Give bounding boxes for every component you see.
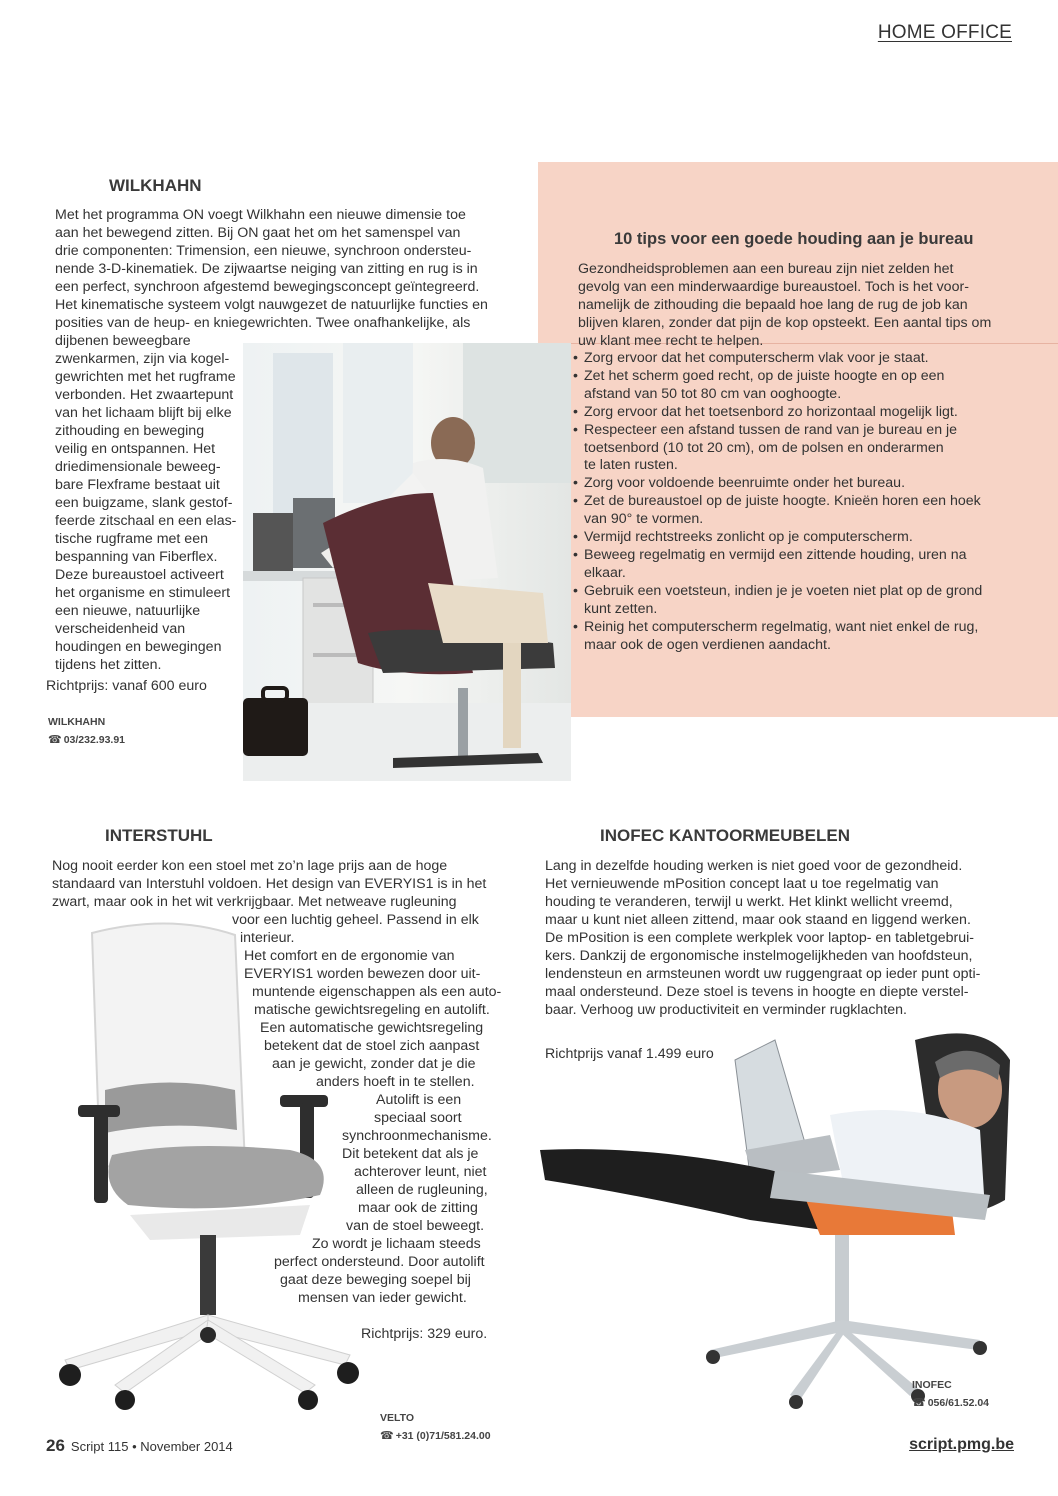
text-line: matische gewichtsregeling en autolift. bbox=[254, 1002, 490, 1018]
text-line: perfect ondersteund. Door autolift bbox=[274, 1254, 485, 1270]
text-line: een nieuwe, natuurlijke bbox=[55, 603, 201, 619]
tips-title: 10 tips voor een goede houding aan je bureau bbox=[614, 230, 974, 248]
tip-line: • Zet het scherm goed recht, op de juiste hoogte en op een bbox=[584, 367, 945, 384]
tip-item bbox=[572, 368, 1032, 404]
text-line: een perfect, synchroon afgestemd bewegingsconcept geïntegreerd. bbox=[55, 279, 480, 295]
issue-info: Script 115 • November 2014 bbox=[70, 1439, 233, 1454]
text-line: Zo wordt je lichaam steeds bbox=[312, 1236, 481, 1252]
text-line: van de stoel beweegt. bbox=[346, 1218, 485, 1234]
phone-icon: ☎ bbox=[380, 1429, 394, 1442]
tip-item bbox=[572, 422, 1032, 476]
text-line: namelijk de zithouding die bepaald hoe lang de rug de job kan bbox=[578, 297, 968, 313]
tip-line: • Vermijd rechtstreeks zonlicht op je computerscherm. bbox=[584, 529, 913, 546]
contact-phone: 03/232.93.91 bbox=[63, 734, 126, 746]
text-line: maar u kunt niet alleen zittend, maar ook staand en liggend werken. bbox=[545, 912, 971, 928]
wilkhahn-price: Richtprijs: vanaf 600 euro bbox=[46, 678, 207, 694]
text-line: zwenkarmen, zijn via kogel- bbox=[55, 351, 230, 367]
text-line: mensen van ieder gewicht. bbox=[298, 1290, 467, 1306]
wilkhahn-contact bbox=[48, 714, 125, 749]
text-line: dijbenen beweegbare bbox=[55, 333, 191, 349]
tip-line: van 90° te vormen. bbox=[584, 511, 704, 528]
interstuhl-body-1 bbox=[232, 911, 501, 1307]
contact-phone: 056/61.52.04 bbox=[927, 1397, 990, 1409]
text-line: gevolg van een minderwaardige bureaustoel. Toch is het voor- bbox=[578, 279, 969, 295]
text-line: baar. Verhoog uw productiviteit en verminder rugklachten. bbox=[545, 1002, 907, 1018]
text-line: voor een luchtig geheel. Passend in elk bbox=[232, 912, 479, 928]
text-line: zwart, maar ook in het wit verkrijgbaar. Met netweave rugleuning bbox=[52, 894, 457, 910]
interstuhl-heading: INTERSTUHL bbox=[105, 826, 213, 845]
tip-line: • Gebruik een voetsteun, indien je je voeten niet plat op de grond bbox=[584, 582, 983, 599]
section-label: HOME OFFICE bbox=[877, 22, 1012, 43]
text-line: Met het programma ON voegt Wilkhahn een nieuwe dimensie toe bbox=[55, 207, 466, 223]
text-line: speciaal soort bbox=[374, 1110, 462, 1126]
tips-list bbox=[572, 350, 1032, 654]
interstuhl-intro bbox=[52, 857, 532, 911]
inofec-heading: INOFEC KANTOORMEUBELEN bbox=[600, 826, 850, 845]
text-line: anders hoeft in te stellen. bbox=[316, 1074, 475, 1090]
tip-item bbox=[572, 475, 1032, 493]
text-line: feerde zitschaal en een elas- bbox=[55, 513, 237, 529]
text-line: standaard van Interstuhl voldoen. Het design van EVERYIS1 is in het bbox=[52, 876, 487, 892]
tip-item bbox=[572, 619, 1032, 655]
text-line: veilig en ontspannen. Het bbox=[55, 441, 216, 457]
text-line: lendensteun en armsteunen wordt uw ruggengraat op ieder punt opti- bbox=[545, 966, 981, 982]
text-line: betekent dat de stoel zich aanpast bbox=[264, 1038, 480, 1054]
text-line: aan het bewegend zitten. Bij ON gaat het om het samenspel van bbox=[55, 225, 461, 241]
inofec-body bbox=[545, 857, 1025, 1019]
tip-line: maar ook de ogen verdienen aandacht. bbox=[584, 636, 831, 653]
text-line: Autolift is een bbox=[376, 1092, 462, 1108]
tip-line: kunt zetten. bbox=[584, 600, 658, 617]
text-line: Dit betekent dat als je bbox=[342, 1146, 479, 1162]
text-line: Het kinematische systeem volgt nauwgezet de natuurlijke functies en bbox=[55, 297, 488, 313]
site-link[interactable]: script.pmg.be bbox=[909, 1436, 1014, 1453]
text-line: posities van de heup- en kniegewrichten. Twee onafhankelijke, als bbox=[55, 315, 471, 331]
interstuhl-price: Richtprijs: 329 euro. bbox=[361, 1326, 488, 1342]
text-line: aan je gewicht, zonder dat je die bbox=[272, 1056, 476, 1072]
contact-name: VELTO bbox=[380, 1412, 415, 1424]
text-line: Het comfort en de ergonomie van bbox=[244, 948, 455, 964]
tip-line: • Zorg ervoor dat het toetsenbord zo horizontaal mogelijk ligt. bbox=[584, 403, 958, 420]
contact-phone: +31 (0)71/581.24.00 bbox=[395, 1430, 491, 1442]
text-line: verbonden. Het zwaartepunt bbox=[55, 387, 234, 403]
text-line: gewrichten met het rugframe bbox=[55, 369, 236, 385]
text-line: houding te veranderen, terwijl u werkt. Het klinkt wellicht vreemd, bbox=[545, 894, 953, 910]
text-line: uw klant mee recht te helpen. bbox=[578, 333, 764, 349]
text-line: De mPosition is een complete werkplek voor laptop- en tabletgebrui- bbox=[545, 930, 974, 946]
tip-line: elkaar. bbox=[584, 564, 626, 581]
tip-item bbox=[572, 493, 1032, 529]
wilkhahn-body-wide bbox=[55, 206, 515, 332]
text-line: achterover leunt, niet bbox=[354, 1164, 487, 1180]
page-number: 26 bbox=[46, 1436, 65, 1455]
tips-intro bbox=[578, 260, 1028, 350]
text-line: bespanning van Fiberflex. bbox=[55, 549, 218, 565]
text-line: houdingen en bewegingen bbox=[55, 639, 222, 655]
text-line: gaat deze beweging soepel bij bbox=[280, 1272, 471, 1288]
tip-line: afstand van 50 tot 80 cm van ooghoogte. bbox=[584, 385, 842, 402]
tip-line: • Zet de bureaustoel op de juiste hoogte. Knieën horen een hoek bbox=[584, 493, 981, 510]
text-line: tijdens het zitten. bbox=[55, 657, 162, 673]
footer bbox=[46, 1436, 233, 1456]
text-line: Een automatische gewichtsregeling bbox=[260, 1020, 484, 1036]
inofec-contact bbox=[912, 1377, 989, 1412]
inofec-price: Richtprijs vanaf 1.499 euro bbox=[545, 1046, 714, 1062]
wilkhahn-office-photo bbox=[243, 343, 571, 781]
tip-item bbox=[572, 529, 1032, 547]
tip-item bbox=[572, 583, 1032, 619]
text-line: tische rugframe met een bbox=[55, 531, 208, 547]
velto-contact bbox=[380, 1410, 491, 1445]
inofec-mposition-photo bbox=[530, 1020, 1030, 1420]
tip-line: • Beweeg regelmatig en vermijd een zittende houding, uren na bbox=[584, 546, 967, 563]
tip-line: • Zorg voor voldoende beenruimte onder het bureau. bbox=[584, 475, 906, 492]
text-line: verscheidenheid van bbox=[55, 621, 186, 637]
contact-phone-row bbox=[48, 731, 125, 749]
phone-icon: ☎ bbox=[48, 733, 62, 746]
tip-line: • Zorg ervoor dat het computerscherm vlak voor je staat. bbox=[584, 350, 929, 366]
text-line: alleen de rugleuning, bbox=[356, 1182, 488, 1198]
tip-line: • Reinig het computerscherm regelmatig, want niet enkel de rug, bbox=[584, 618, 979, 635]
text-line: EVERYIS1 worden bewezen door uit- bbox=[244, 966, 481, 982]
wilkhahn-body-narrow bbox=[55, 332, 243, 674]
tip-line: te laten rusten. bbox=[584, 457, 678, 474]
text-line: synchroonmechanisme. bbox=[342, 1128, 492, 1144]
text-line: Lang in dezelfde houding werken is niet goed voor de gezondheid. bbox=[545, 858, 963, 874]
contact-phone-row bbox=[380, 1427, 491, 1445]
text-line: drie componenten: Trimension, een nieuwe, synchroon ondersteu- bbox=[55, 243, 472, 259]
text-line: Gezondheidsproblemen aan een bureau zijn niet zelden het bbox=[578, 261, 954, 277]
text-line: driedimensionale beweeg- bbox=[55, 459, 221, 475]
text-line: een buigzame, slank gestof- bbox=[55, 495, 233, 511]
tip-item bbox=[572, 350, 1032, 368]
text-line: interieur. bbox=[240, 930, 295, 946]
text-line: Deze bureaustoel activeert bbox=[55, 567, 224, 583]
text-line: Nog nooit eerder kon een stoel met zo’n lage prijs aan de hoge bbox=[52, 858, 448, 874]
contact-phone-row bbox=[912, 1394, 989, 1412]
tip-line: • Respecteer een afstand tussen de rand van je bureau en je bbox=[584, 421, 958, 438]
text-line: van het lichaam blijft bij elke bbox=[55, 405, 232, 421]
phone-icon: ☎ bbox=[912, 1396, 926, 1409]
tip-item bbox=[572, 404, 1032, 422]
text-line: blijven klaren, zonder dat pijn de kop opsteekt. Een aantal tips om bbox=[578, 315, 992, 331]
text-line: maal ondersteund. Deze stoel is tevens in hoogte en diepte verstel- bbox=[545, 984, 969, 1000]
text-line: het organisme en stimuleert bbox=[55, 585, 231, 601]
contact-name: INOFEC bbox=[912, 1379, 952, 1391]
text-line: kers. Dankzij de ergonomische instelmogelijkheden van hoofdsteun, bbox=[545, 948, 973, 964]
contact-name: WILKHAHN bbox=[48, 716, 106, 728]
text-line: muntende eigenschappen als een auto- bbox=[252, 984, 502, 1000]
text-line: nende 3-D-kinematiek. De zijwaartse neiging van zitting en rug is in bbox=[55, 261, 478, 277]
text-line: zithouding en beweging bbox=[55, 423, 205, 439]
text-line: Het vernieuwende mPosition concept laat u toe regelmatig van bbox=[545, 876, 939, 892]
text-line: bare Flexframe bestaat uit bbox=[55, 477, 220, 493]
tip-line: toetsenbord (10 tot 20 cm), om de polsen en onderarmen bbox=[584, 439, 944, 456]
wilkhahn-heading: WILKHAHN bbox=[109, 176, 202, 195]
tip-item bbox=[572, 547, 1032, 583]
text-line: maar ook de zitting bbox=[358, 1200, 478, 1216]
